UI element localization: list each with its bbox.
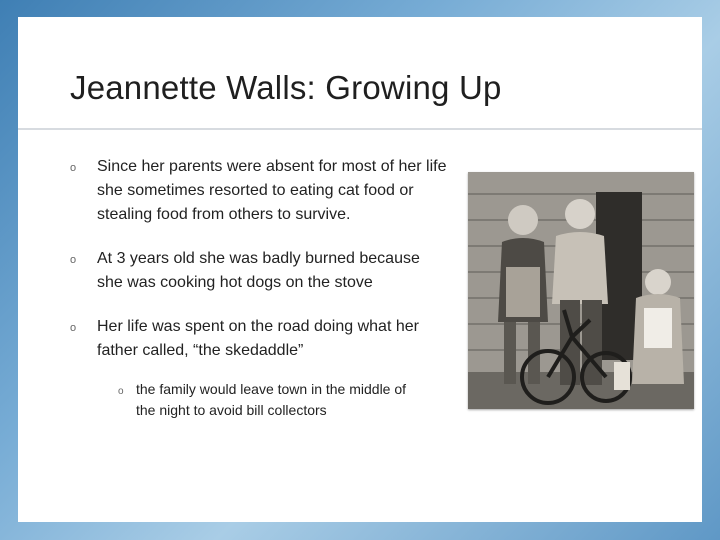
- bullet-item: [70, 155, 450, 227]
- family-photo-icon: [468, 172, 694, 409]
- bullet-item: [70, 247, 450, 295]
- title-divider: [18, 128, 702, 130]
- sub-bullet-text: the family would leave town in the middle of the night to avoid bill collectors: [136, 381, 407, 418]
- bullet-text: Her life was spent on the road doing what her father called, “the skedaddle”: [97, 318, 419, 359]
- slide: [18, 17, 702, 522]
- slide-title: Jeannette Walls: Growing Up: [70, 69, 502, 106]
- bullet-marker: o: [70, 254, 77, 266]
- bullet-item: [70, 315, 450, 363]
- bullet-marker: o: [70, 162, 77, 174]
- bullet-text: Since her parents were absent for most of her life she sometimes resorted to eating cat food or stealing food from others to survive.: [97, 158, 447, 223]
- bullet-list: [70, 155, 450, 421]
- sub-bullet-item: [118, 379, 418, 421]
- bullet-text: At 3 years old she was badly burned because she was cooking hot dogs on the stove: [97, 250, 420, 291]
- bullet-marker: o: [70, 322, 77, 334]
- sub-bullet-marker: o: [118, 386, 124, 397]
